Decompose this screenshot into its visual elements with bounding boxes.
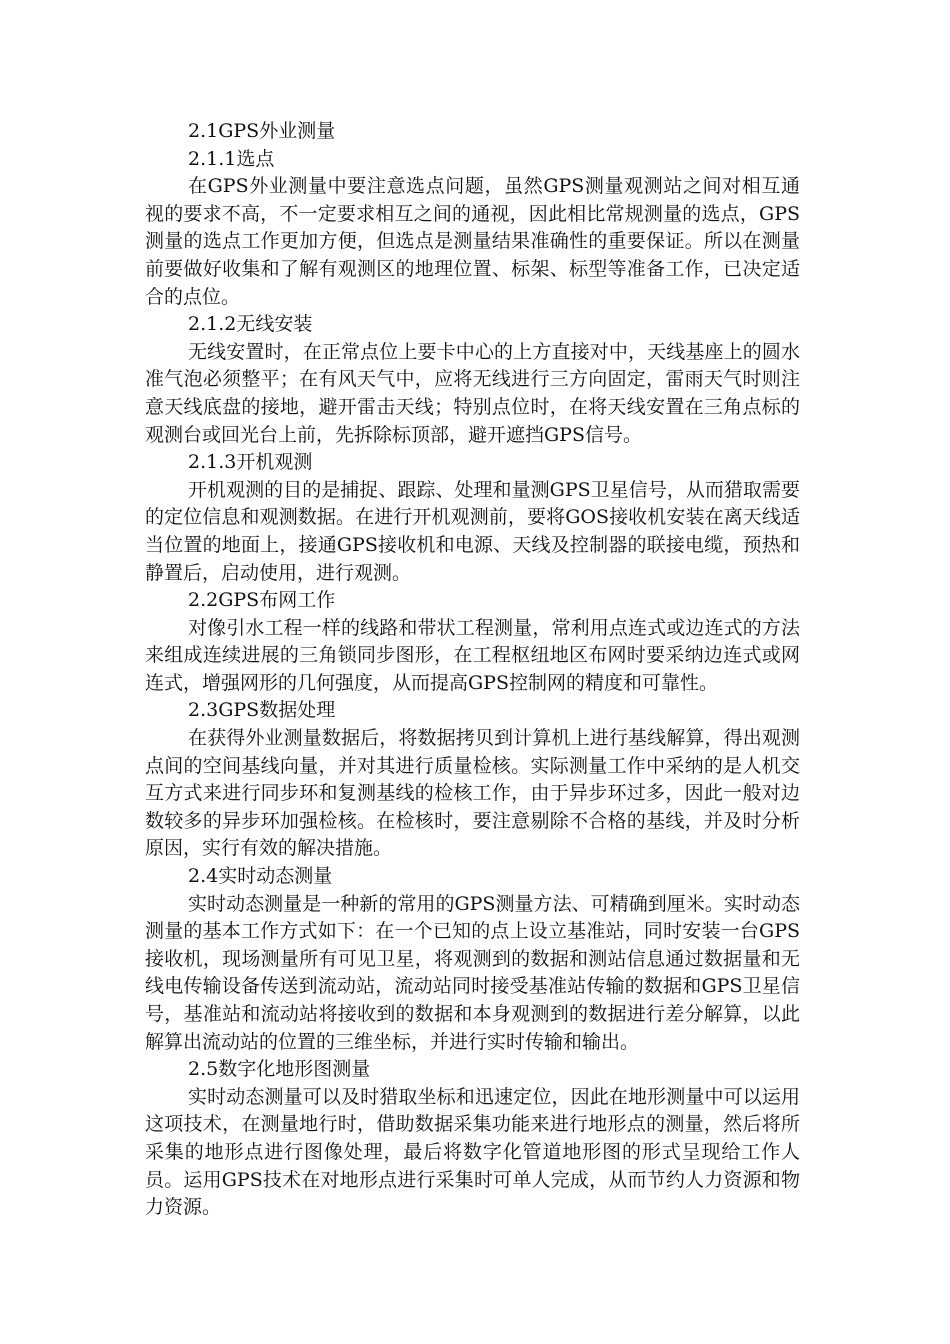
document-body (145, 118, 800, 1222)
heading-2-1-3: 2.1.3开机观测 (188, 451, 313, 474)
heading-2-1-1: 2.1.1选点 (188, 147, 275, 170)
heading-2-5: 2.5数字化地形图测量 (188, 1058, 371, 1081)
heading-2-3: 2.3GPS数据处理 (188, 699, 336, 722)
paragraph-2-2: 对像引水工程一样的线路和带状工程测量，常利用点连式或边连式的方法来组成连续进展的三角锁同步图形，在工程枢纽地区布网时要采纳边连式或网连式，增强网形的几何强度，从而提高GPS控制网的精度和可靠性。 (145, 616, 800, 694)
paragraph-2-5: 实时动态测量可以及时猎取坐标和迅速定位，因此在地形测量中可以运用这项技术，在测量地行时，借助数据采集功能来进行地形点的测量，然后将所采集的地形点进行图像处理，最后将数字化管道地形图的形式呈现给工作人员。运用GPS技术在对地形点进行采集时可单人完成，从而节约人力资源和物力资源。 (145, 1085, 800, 1219)
heading-2-2: 2.2GPS布网工作 (188, 589, 336, 612)
heading-2-4: 2.4实时动态测量 (188, 865, 333, 888)
paragraph-2-1-3: 开机观测的目的是捕捉、跟踪、处理和量测GPS卫星信号，从而猎取需要的定位信息和观测数据。在进行开机观测前，要将GOS接收机安装在离天线适当位置的地面上，接通GPS接收机和电源、天线及控制器的联接电缆，预热和静置后，启动使用，进行观测。 (145, 478, 800, 584)
heading-2-1-2: 2.1.2无线安装 (188, 313, 313, 336)
paragraph-2-3: 在获得外业测量数据后，将数据拷贝到计算机上进行基线解算，得出观测点间的空间基线向量，并对其进行质量检核。实际测量工作中采纳的是人机交互方式来进行同步环和复测基线的检核工作，由于异步环过多，因此一般对边数较多的异步环加强检核。在检核时，要注意剔除不合格的基线，并及时分析原因，实行有效的解决措施。 (145, 727, 800, 860)
heading-2-1: 2.1GPS外业测量 (188, 120, 336, 142)
paragraph-2-1-1: 在GPS外业测量中要注意选点问题，虽然GPS测量观测站之间对相互通视的要求不高，不一定要求相互之间的通视，因此相比常规测量的选点，GPS测量的选点工作更加方便，但选点是测量结果准确性的重要保证。所以在测量前要做好收集和了解有观测区的地理位置、标架、标型等准备工作，已决定适合的点位。 (145, 175, 800, 308)
paragraph-2-1-2: 无线安置时，在正常点位上要卡中心的上方直接对中，天线基座上的圆水准气泡必须整平；在有风天气中，应将无线进行三方向固定，雷雨天气时则注意天线底盘的接地，避开雷击天线；特别点位时，在将天线安置在三角点标的观测台或回光台上前，先拆除标顶部，避开遮挡GPS信号。 (145, 340, 800, 446)
paragraph-2-4: 实时动态测量是一种新的常用的GPS测量方法、可精确到厘米。实时动态测量的基本工作方式如下：在一个已知的点上设立基准站，同时安装一台GPS接收机，现场测量所有可见卫星，将观测到的数据和测站信息通过数据量和无线电传输设备传送到流动站，流动站同时接受基准站传输的数据和GPS卫星信号，基准站和流动站将接收到的数据和本身观测到的数据进行差分解算，以此解算出流动站的位置的三维坐标，并进行实时传输和输出。 (145, 892, 800, 1053)
